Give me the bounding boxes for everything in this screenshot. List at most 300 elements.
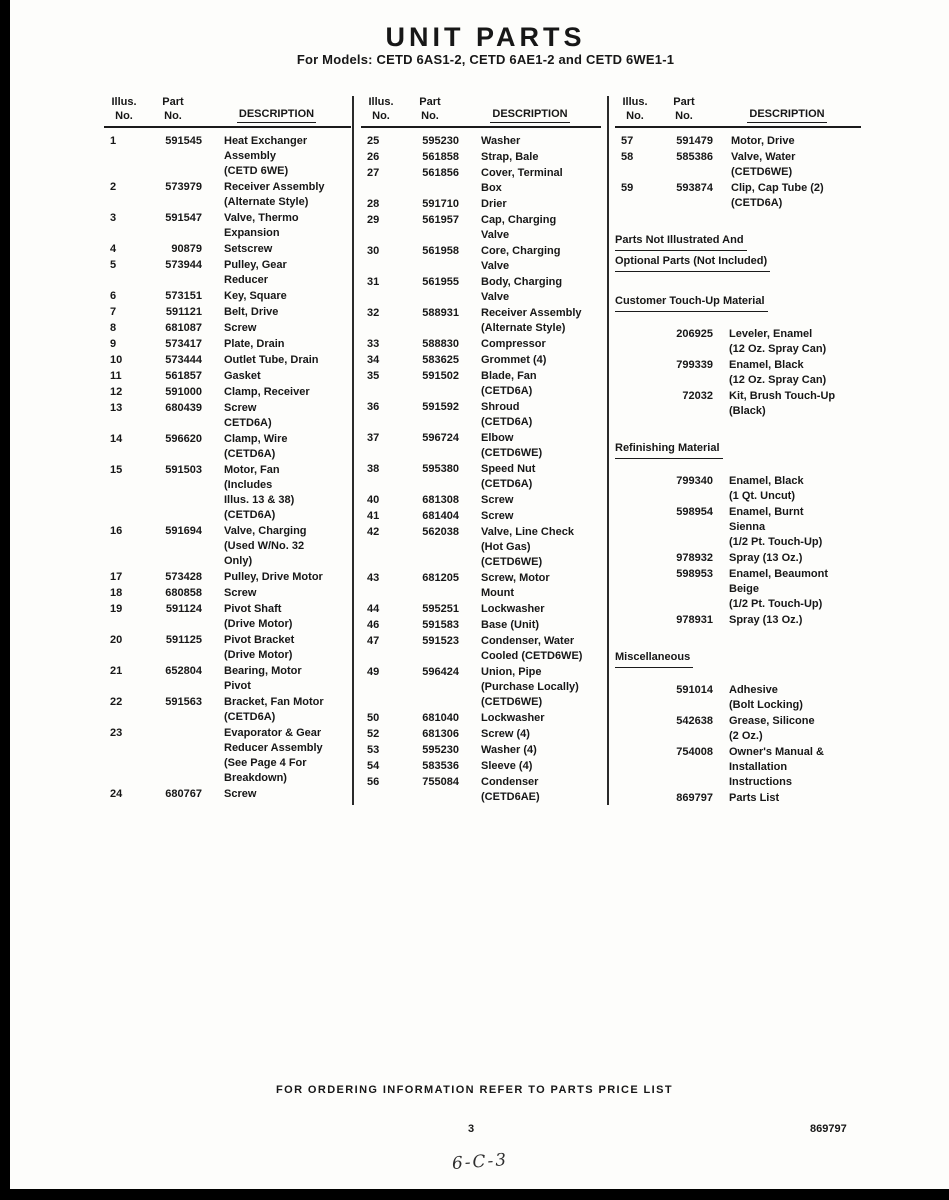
description-line: (12 Oz. Spray Can) (729, 374, 827, 386)
part-no: 680439 (165, 402, 202, 414)
illus-header-line2: No. (626, 110, 644, 122)
description (202, 305, 351, 320)
part-no: 561858 (422, 151, 459, 163)
illus-no: 3 (110, 212, 117, 224)
section-item (615, 714, 861, 744)
part-header-line1: Part (673, 96, 695, 108)
illus-no: 36 (367, 401, 380, 413)
table-row (104, 602, 351, 632)
illus-no: 21 (110, 665, 123, 677)
parts-section (615, 441, 861, 628)
description-line: (Drive Motor) (224, 649, 293, 661)
description (713, 474, 861, 504)
table-row (361, 150, 601, 165)
description-line: Motor, Fan (224, 464, 280, 476)
part-no: 591583 (422, 619, 459, 631)
description-line: Motor, Drive (731, 135, 795, 147)
illus-no: 17 (110, 571, 123, 583)
description-line: (Purchase Locally) (481, 681, 579, 693)
description-line: Clamp, Wire (224, 433, 288, 445)
description-line: Valve (481, 291, 510, 303)
description-line: Spray (13 Oz.) (729, 552, 803, 564)
part-no (144, 726, 202, 786)
section-heading-line: Refinishing Material (615, 441, 723, 459)
parts-section (615, 294, 861, 419)
part-no: 588830 (422, 338, 459, 350)
page-header (0, 22, 949, 67)
description (713, 505, 861, 550)
description-line: (See Page 4 For (224, 757, 307, 769)
description-line: (12 Oz. Spray Can) (729, 343, 827, 355)
part-no: 591125 (165, 634, 202, 646)
illus-no: 29 (367, 214, 380, 226)
section-heading-line: Miscellaneous (615, 650, 693, 668)
description (202, 787, 351, 802)
part-no: 542638 (676, 715, 713, 727)
table-row (361, 431, 601, 461)
scan-border-left (0, 0, 10, 1200)
description-line: Adhesive (729, 684, 778, 696)
description-header-label: DESCRIPTION (747, 107, 826, 123)
description-line: Elbow (481, 432, 514, 444)
section-heading-line: Optional Parts (Not Included) (615, 254, 770, 272)
table-row (104, 242, 351, 257)
description (459, 150, 601, 165)
part-no: 573444 (165, 354, 202, 366)
illus-no: 59 (621, 182, 634, 194)
table-row (361, 759, 601, 774)
description-line: Body, Charging (481, 276, 563, 288)
part-no: 573151 (165, 290, 202, 302)
description-line: Core, Charging (481, 245, 561, 257)
illus-no: 6 (110, 290, 117, 302)
description-line: Union, Pipe (481, 666, 542, 678)
illus-no: 46 (367, 619, 380, 631)
description-line: Lockwasher (481, 712, 545, 724)
table-row (361, 525, 601, 570)
description-line: (CETD6WE) (481, 447, 543, 459)
description-line: (Bolt Locking) (729, 699, 803, 711)
description (202, 211, 351, 241)
description (202, 180, 351, 210)
description (202, 664, 351, 694)
table-row (104, 432, 351, 462)
description-line: Enamel, Black (729, 475, 804, 487)
description (459, 369, 601, 399)
description-line: Condenser (481, 776, 539, 788)
part-no: 598954 (676, 506, 713, 518)
description-line: (CETD6A) (481, 416, 533, 428)
table-row (104, 524, 351, 569)
section-item (615, 683, 861, 713)
description (202, 258, 351, 288)
description-line: (2 Oz.) (729, 730, 763, 742)
description-line: (1/2 Pt. Touch-Up) (729, 598, 823, 610)
table-row (104, 369, 351, 384)
part-no: 591502 (422, 370, 459, 382)
description-line: Strap, Bale (481, 151, 539, 163)
illus-no: 11 (110, 370, 122, 382)
section-heading-line: Customer Touch-Up Material (615, 294, 768, 312)
description (459, 743, 601, 758)
description (459, 166, 601, 196)
section-item (615, 327, 861, 357)
table-row (361, 743, 601, 758)
illus-no: 19 (110, 603, 123, 615)
illus-no: 30 (367, 245, 380, 257)
section-items (615, 474, 861, 628)
table-row (361, 244, 601, 274)
table-row (104, 787, 351, 802)
illus-no: 22 (110, 696, 123, 708)
description-line: (CETD6WE) (731, 166, 793, 178)
description-line: Spray (13 Oz.) (729, 614, 803, 626)
part-no: 595230 (422, 744, 459, 756)
description (459, 493, 601, 508)
part-no: 573428 (165, 571, 202, 583)
description-line: Screw (481, 510, 514, 522)
part-header-line1: Part (162, 96, 184, 108)
illus-no-header (104, 95, 144, 123)
description-line: Owner's Manual & (729, 746, 824, 758)
table-row (361, 275, 601, 305)
description-line: Screw (224, 587, 257, 599)
part-no: 595230 (422, 135, 459, 147)
section-item (615, 745, 861, 790)
description-line: Bearing, Motor (224, 665, 302, 677)
description (202, 432, 351, 462)
description (459, 665, 601, 710)
description (202, 289, 351, 304)
table-row (361, 665, 601, 710)
description (459, 571, 601, 601)
illus-no: 42 (367, 526, 380, 538)
description (202, 633, 351, 663)
part-no: 680767 (165, 788, 202, 800)
description-line: Grease, Silicone (729, 715, 815, 727)
description-line: (CETD6A) (481, 478, 533, 490)
part-no: 583625 (422, 354, 459, 366)
description-line: Reducer (224, 274, 269, 286)
table-row (361, 213, 601, 243)
part-no: 561958 (422, 245, 459, 257)
illus-no: 4 (110, 243, 117, 255)
description-line: (CETD6AE) (481, 791, 540, 803)
ordering-note: FOR ORDERING INFORMATION REFER TO PARTS PRICE LIST (276, 1084, 673, 1096)
illus-no: 24 (110, 788, 123, 800)
description-line: Clamp, Receiver (224, 386, 310, 398)
parts-section (615, 233, 861, 272)
illus-no: 43 (367, 572, 380, 584)
description (459, 353, 601, 368)
illus-no: 31 (367, 276, 380, 288)
part-no: 591592 (422, 401, 459, 413)
table-row (104, 258, 351, 288)
illus-no: 53 (367, 744, 380, 756)
description-line: Plate, Drain (224, 338, 285, 350)
part-no: 591014 (676, 684, 713, 696)
illus-header-line1: Illus. (368, 96, 394, 108)
extra-parts-sections (615, 233, 861, 806)
table-row (361, 306, 601, 336)
table-row (361, 493, 601, 508)
description-line: Cover, Terminal (481, 167, 563, 179)
doc-number: 869797 (810, 1123, 847, 1135)
part-no: 595380 (422, 463, 459, 475)
description (202, 242, 351, 257)
description (713, 389, 861, 419)
part-no: 72032 (682, 390, 713, 402)
table-row (361, 775, 601, 805)
description (202, 524, 351, 569)
description-line: Expansion (224, 227, 280, 239)
description-line: Assembly (224, 150, 276, 162)
description-line: Shroud (481, 401, 520, 413)
part-no: 588931 (422, 307, 459, 319)
section-item (615, 567, 861, 612)
description-line: (CETD6A) (224, 448, 276, 460)
section-item (615, 358, 861, 388)
illus-no: 34 (367, 354, 380, 366)
part-no: 573979 (165, 181, 202, 193)
table-row (361, 602, 601, 617)
part-no: 978931 (676, 614, 713, 626)
illus-no: 28 (367, 198, 380, 210)
part-no: 591547 (165, 212, 202, 224)
description (713, 791, 861, 806)
part-no: 573944 (165, 259, 202, 271)
description (713, 613, 861, 628)
illus-no: 25 (367, 135, 380, 147)
illus-no: 8 (110, 322, 117, 334)
part-no-header (144, 95, 202, 123)
table-row (361, 462, 601, 492)
description (459, 306, 601, 336)
description-line: Screw (481, 494, 514, 506)
part-no: 754008 (676, 746, 713, 758)
illus-no: 47 (367, 635, 380, 647)
part-no: 978932 (676, 552, 713, 564)
part-no: 652804 (165, 665, 202, 677)
parts-section (615, 650, 861, 806)
column-divider (607, 96, 609, 805)
description (459, 213, 601, 243)
description-line: Heat Exchanger (224, 135, 308, 147)
part-no: 681087 (165, 322, 202, 334)
table-row (104, 305, 351, 320)
illus-no: 57 (621, 135, 634, 147)
column-header (104, 95, 351, 128)
description (459, 134, 601, 149)
part-header-line2: No. (675, 110, 693, 122)
description (713, 134, 861, 149)
page-subtitle: For Models: CETD 6AS1-2, CETD 6AE1-2 and CETD 6WE1-1 (296, 52, 675, 67)
illus-no: 16 (110, 525, 123, 537)
section-item (615, 791, 861, 806)
section-item (615, 474, 861, 504)
page-number: 3 (468, 1123, 475, 1135)
table-row (104, 695, 351, 725)
table-row (104, 321, 351, 336)
description-line: Drier (481, 198, 507, 210)
part-no: 561957 (422, 214, 459, 226)
description (202, 695, 351, 725)
description (459, 775, 601, 805)
description (713, 683, 861, 713)
table-row (104, 385, 351, 400)
description-line: (Black) (729, 405, 766, 417)
part-no: 681308 (422, 494, 459, 506)
illus-no: 12 (110, 386, 123, 398)
description-line: (Includes (224, 479, 273, 491)
part-no: 561955 (422, 276, 459, 288)
table-row (615, 150, 861, 180)
illus-no: 18 (110, 587, 123, 599)
part-no: 591523 (422, 635, 459, 647)
section-items (615, 327, 861, 419)
description-line: Illus. 13 & 38) (224, 494, 295, 506)
description-line: Valve (481, 260, 510, 272)
description (713, 181, 861, 211)
description-line: Cooled (CETD6WE) (481, 650, 583, 662)
description-line: Leveler, Enamel (729, 328, 813, 340)
parts-column-2 (361, 95, 601, 806)
description (459, 634, 601, 664)
description-line: Screw (224, 402, 257, 414)
part-no: 681306 (422, 728, 459, 740)
description (202, 369, 351, 384)
part-no: 591479 (676, 135, 713, 147)
illus-no: 49 (367, 666, 380, 678)
description-line: Reducer Assembly (224, 742, 323, 754)
table-row (104, 726, 351, 786)
description (459, 525, 601, 570)
illus-no: 56 (367, 776, 380, 788)
table-row (361, 727, 601, 742)
description (202, 602, 351, 632)
section-item (615, 505, 861, 550)
description-line: Valve (481, 229, 510, 241)
description (202, 586, 351, 601)
description-line: Speed Nut (481, 463, 536, 475)
description (459, 431, 601, 461)
description (459, 400, 601, 430)
table-row (104, 586, 351, 601)
column-header (361, 95, 601, 128)
part-no: 595251 (422, 603, 459, 615)
description-header (202, 107, 351, 123)
description-line: Pivot Bracket (224, 634, 295, 646)
illus-no: 38 (367, 463, 380, 475)
part-no: 206925 (676, 328, 713, 340)
column-divider (352, 96, 354, 805)
description-line: Valve, Charging (224, 525, 307, 537)
description-line: Mount (481, 587, 514, 599)
description-line: Washer (4) (481, 744, 537, 756)
description-line: (CETD 6WE) (224, 165, 289, 177)
illus-no: 9 (110, 338, 117, 350)
illus-no: 58 (621, 151, 634, 163)
illus-no: 2 (110, 181, 117, 193)
illus-no: 5 (110, 259, 117, 271)
part-no: 596724 (422, 432, 459, 444)
description-line: Clip, Cap Tube (2) (731, 182, 824, 194)
illus-no: 15 (110, 464, 123, 476)
part-no: 755084 (422, 776, 459, 788)
parts-rows (615, 134, 861, 211)
table-row (361, 618, 601, 633)
description-line: Setscrew (224, 243, 273, 255)
table-row (104, 633, 351, 663)
table-row (361, 197, 601, 212)
description-line: Key, Square (224, 290, 287, 302)
illus-no: 26 (367, 151, 380, 163)
description (713, 714, 861, 744)
description (202, 401, 351, 431)
part-no: 596424 (422, 666, 459, 678)
illus-no-header (361, 95, 401, 123)
description-line: Screw (224, 322, 257, 334)
description-line: Evaporator & Gear (224, 727, 322, 739)
description-line: CETD6A) (224, 417, 272, 429)
description-line: Screw (224, 788, 257, 800)
illus-header-line1: Illus. (622, 96, 648, 108)
illus-no: 23 (110, 727, 123, 739)
description-line: Blade, Fan (481, 370, 537, 382)
illus-no: 50 (367, 712, 380, 724)
illus-no: 13 (110, 402, 123, 414)
description-line: Washer (481, 135, 521, 147)
scan-border-bottom (0, 1189, 949, 1200)
description (202, 385, 351, 400)
description (459, 509, 601, 524)
description-line: Pulley, Gear (224, 259, 287, 271)
part-no: 90879 (171, 243, 202, 255)
description-line: Enamel, Beaumont (729, 568, 829, 580)
table-row (104, 134, 351, 179)
section-item (615, 613, 861, 628)
description-line: Pulley, Drive Motor (224, 571, 323, 583)
column-header (615, 95, 861, 128)
description (459, 711, 601, 726)
description (713, 745, 861, 790)
part-no: 561856 (422, 167, 459, 179)
description-line: Bracket, Fan Motor (224, 696, 324, 708)
description-line: (CETD6A) (224, 711, 276, 723)
description-line: (CETD6WE) (481, 556, 543, 568)
parts-rows (104, 134, 351, 802)
part-no: 591710 (422, 198, 459, 210)
description-line: Installation (729, 761, 788, 773)
illus-header-line2: No. (372, 110, 390, 122)
illus-no: 35 (367, 370, 380, 382)
description (202, 134, 351, 179)
description-line: (Used W/No. 32 (224, 540, 305, 552)
description (713, 358, 861, 388)
description-line: Outlet Tube, Drain (224, 354, 319, 366)
handwritten-note: 6-C-3 (451, 1150, 509, 1174)
description (202, 353, 351, 368)
description-line: Cap, Charging (481, 214, 557, 226)
description-line: Enamel, Black (729, 359, 804, 371)
description-line: Sienna (729, 521, 766, 533)
part-header-line2: No. (421, 110, 439, 122)
description (202, 321, 351, 336)
part-no: 681040 (422, 712, 459, 724)
table-row (104, 463, 351, 523)
description-line: (CETD6WE) (481, 696, 543, 708)
description (459, 462, 601, 492)
